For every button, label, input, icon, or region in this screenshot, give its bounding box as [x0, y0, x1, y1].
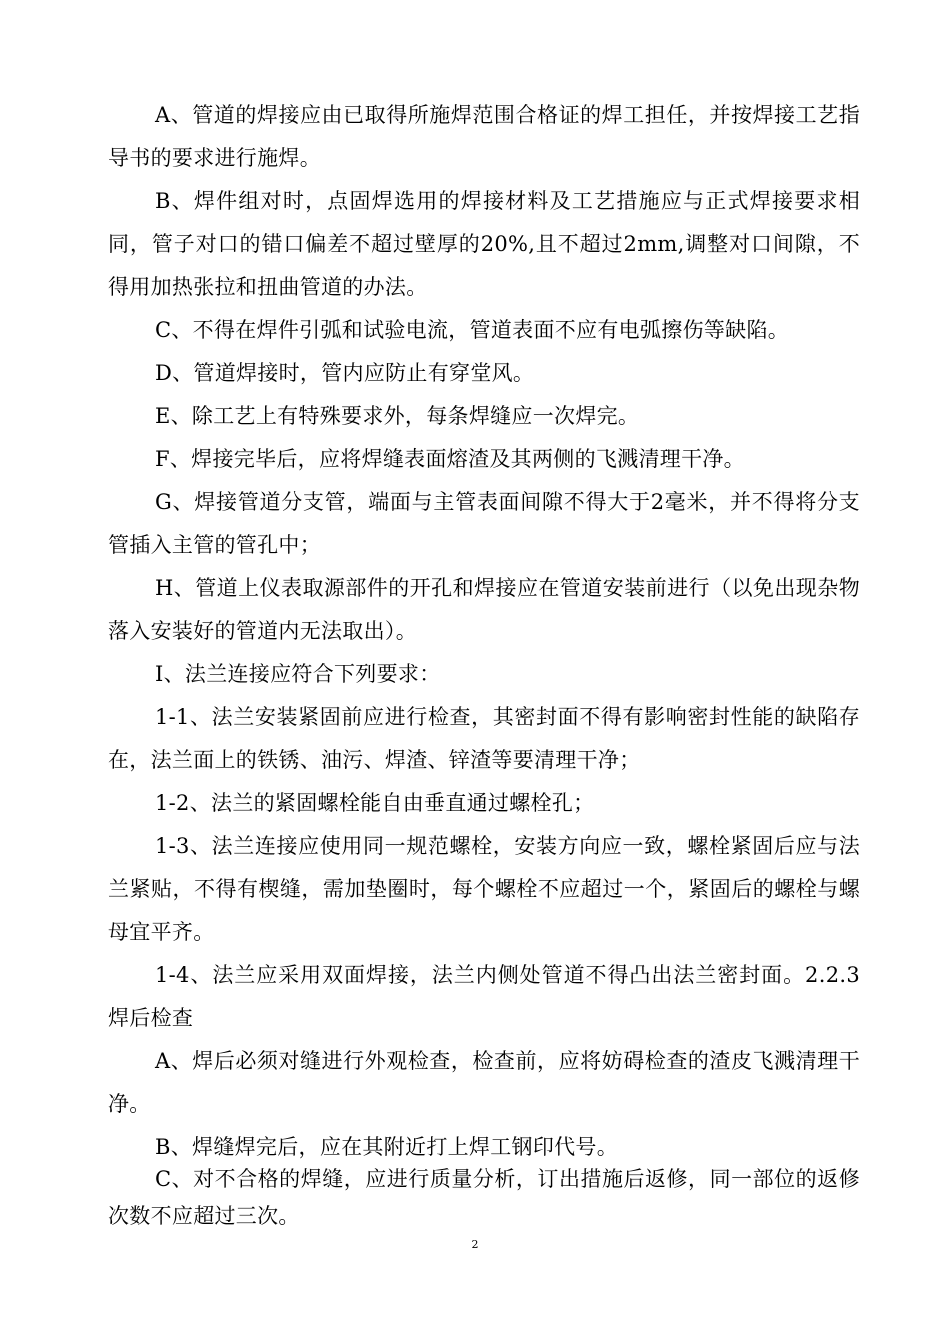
paragraph-a-welder-qualification: A、管道的焊接应由已取得所施焊范围合格证的焊工担任，并按焊接工艺指导书的要求进行施焊。 [108, 103, 860, 170]
paragraph-i-flange-requirements: I、法兰连接应符合下列要求： [155, 662, 441, 686]
paragraph-d-draft: D、管道焊接时，管内应防止有穿堂风。 [155, 361, 535, 385]
paragraph-1-3-bolting: 1-3、法兰连接应使用同一规范螺栓，安装方向应一致，螺栓紧固后应与法兰紧贴，不得有楔缝，需加垫圈时，每个螺栓不应超过一个，紧固后的螺栓与螺母宜平齐。 [108, 834, 860, 944]
paragraph-h-instrument-taps: H、管道上仪表取源部件的开孔和焊接应在管道安装前进行（以免出现杂物落入安装好的管道内无法取出）。 [108, 576, 860, 643]
paragraph-f-cleaning: F、焊接完毕后，应将焊缝表面熔渣及其两侧的飞溅清理干净。 [155, 447, 745, 471]
paragraph-1-4-double-welding: 1-4、法兰应采用双面焊接，法兰内侧处管道不得凸出法兰密封面。2.2.3焊后检查 [108, 963, 860, 1030]
paragraph-g-branch-pipe: G、焊接管道分支管，端面与主管表面间隙不得大于2毫米，并不得将分支管插入主管的管孔中； [108, 490, 860, 557]
paragraph-c-arc-strike: C、不得在焊件引弧和试验电流，管道表面不应有电弧擦伤等缺陷。 [155, 318, 790, 342]
paragraph-e-single-pass: E、除工艺上有特殊要求外，每条焊缝应一次焊完。 [155, 404, 640, 428]
page-number: 2 [471, 1238, 479, 1251]
paragraph-post-weld-b-stamp: B、焊缝焊完后，应在其附近打上焊工钢印代号。 [155, 1135, 619, 1159]
paragraph-1-1-flange-inspection: 1-1、法兰安装紧固前应进行检查，其密封面不得有影响密封性能的缺陷存在，法兰面上的铁锈、油污、焊渣、锌渣等要清理干净； [108, 705, 860, 772]
paragraph-post-weld-c-repair: C、对不合格的焊缝，应进行质量分析，订出措施后返修，同一部位的返修次数不应超过三次。 [108, 1167, 860, 1228]
paragraph-post-weld-a-visual: A、焊后必须对缝进行外观检查，检查前，应将妨碍检查的渣皮飞溅清理干净。 [108, 1049, 860, 1116]
paragraph-b-fit-up: B、焊件组对时，点固焊选用的焊接材料及工艺措施应与正式焊接要求相同，管子对口的错口偏差不超过壁厚的20%,且不超过2mm,调整对口间隙，不得用加热张拉和扭曲管道的办法。 [108, 189, 860, 299]
paragraph-1-2-bolt-holes: 1-2、法兰的紧固螺栓能自由垂直通过螺栓孔； [155, 791, 595, 815]
